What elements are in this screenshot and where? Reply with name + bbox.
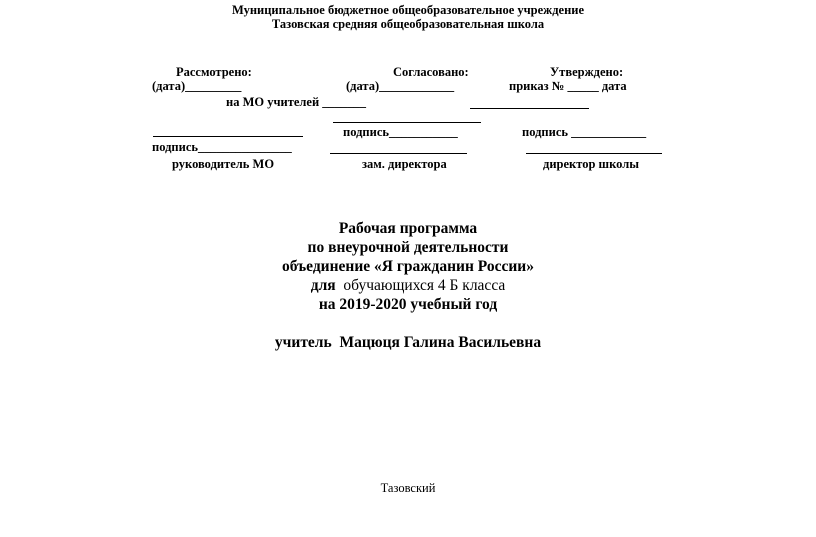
- approved-role: директор школы: [543, 157, 639, 171]
- agreed-role: зам. директора: [362, 157, 447, 171]
- reviewed-title: Рассмотрено:: [176, 65, 252, 79]
- approved-order-line: [470, 108, 589, 109]
- approved-title: Утверждено:: [550, 65, 624, 79]
- agreed-signature: подпись___________: [343, 125, 458, 139]
- program-subtitle: по внеурочной деятельности: [307, 239, 509, 256]
- place-name: Тазовский: [380, 481, 436, 495]
- audience-prefix: для: [310, 277, 336, 294]
- teacher-name: учитель Мацюця Галина Васильевна: [274, 334, 542, 351]
- agreed-top-line: [333, 122, 481, 123]
- program-audience-line: [0, 278, 816, 294]
- institution-name: Муниципальное бюджетное общеобразовательное учреждение: [231, 3, 585, 17]
- approved-order: приказ № _____ дата: [509, 79, 627, 93]
- audience-text: обучающихся 4 Б класса: [343, 277, 506, 294]
- program-year: на 2019-2020 учебный год: [318, 296, 498, 313]
- agreed-title: Согласовано:: [393, 65, 469, 79]
- approved-signature: подпись ____________: [522, 125, 647, 139]
- reviewed-date: (дата)_________: [152, 79, 242, 93]
- agreed-date: (дата)____________: [346, 79, 455, 93]
- reviewed-role: руководитель МО: [172, 157, 275, 171]
- reviewed-signature: подпись_______________: [152, 140, 292, 154]
- program-title: Рабочая программа: [338, 220, 478, 237]
- approved-signature-line: [526, 153, 662, 154]
- reviewed-signature-line: [153, 136, 303, 137]
- reviewed-body: на МО учителей _______: [226, 95, 367, 109]
- program-association: объединение «Я гражданин России»: [282, 258, 534, 275]
- agreed-signature-line: [330, 153, 467, 154]
- school-name: Тазовская средняя общеобразовательная школа: [271, 17, 545, 31]
